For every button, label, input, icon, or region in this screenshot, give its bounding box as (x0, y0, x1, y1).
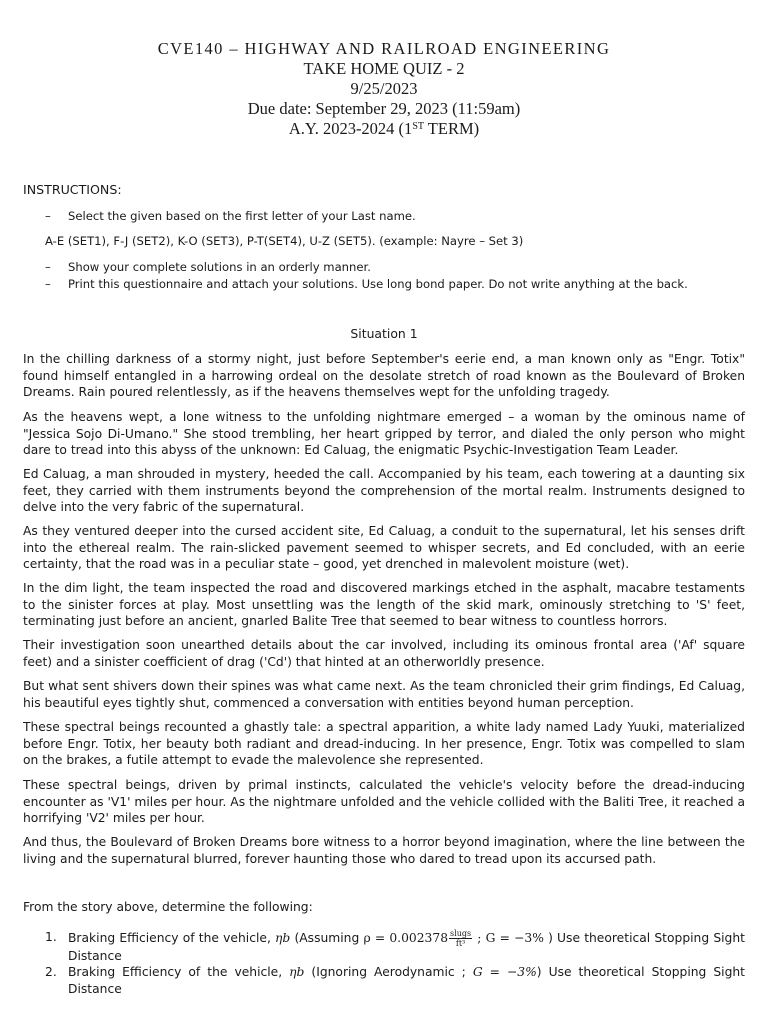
quiz-date: 9/25/2023 (350, 79, 418, 98)
instruction-text: Show your complete solutions in an orderly manner. (68, 260, 371, 274)
question-number: 2. (45, 965, 57, 979)
dash-bullet: – (45, 260, 51, 274)
dash-bullet: – (45, 209, 51, 223)
story-paragraph-1: In the chilling darkness of a stormy night, just before September's eerie end, a man known only as "Engr. Totix" found himself entangled in a harrowing ordeal on the desolate stretch of road known as the Boulevard of Broken Dreams. Rain poured relentlessly, as if the heavens themselves wept for the unfolding tragedy. (23, 352, 745, 399)
question-condition: (Assuming (290, 931, 364, 945)
ay-prefix: A.Y. 2023-2024 (1 (288, 119, 413, 138)
unit-denominator: ft³ (455, 939, 466, 948)
grade-value: G = −3% (472, 965, 537, 979)
academic-year (0, 119, 768, 139)
question-text (68, 929, 745, 965)
story-paragraph-10: And thus, the Boulevard of Broken Dreams bore witness to a horror beyond imagination, where the line between the living and the supernatural blurred, forever haunting those who dared to tread upon its accursed path. (23, 835, 745, 866)
quiz-title: TAKE HOME QUIZ - 2 (303, 59, 465, 78)
document-header (0, 39, 768, 139)
instruction-text: Print this questionnaire and attach your solutions. Use long bond paper. Do not write anything at the back. (68, 277, 688, 291)
due-date: Due date: September 29, 2023 (11:59am) (247, 99, 521, 118)
instruction-item-2 (45, 260, 371, 274)
instructions-title: INSTRUCTIONS: (23, 182, 122, 197)
air-density: ρ = 0.002378 (363, 931, 449, 945)
question-lead: Braking Efficiency of the vehicle, (68, 965, 290, 979)
dash-bullet: – (45, 277, 51, 291)
braking-efficiency-symbol: ηb (275, 931, 291, 945)
question-condition: (Ignoring Aerodynamic ; (304, 965, 473, 979)
set-assignment: A-E (SET1), F-J (SET2), K-O (SET3), P-T(SET4), U-Z (SET5). (example: Nayre – Set 3) (45, 234, 524, 248)
question-2 (45, 964, 745, 996)
instruction-item-1 (45, 209, 416, 223)
instruction-item-3 (45, 277, 688, 291)
density-unit (449, 929, 472, 948)
unit-numerator: slugs (450, 929, 472, 938)
question-tail: ) Use theoretical Stopping Sight Distance (68, 931, 745, 963)
story-paragraph-8: These spectral beings recounted a ghastly tale: a spectral apparition, a white lady named Lady Yuuki, materialized before Engr. Totix, her beauty both radiant and dread-inducing. In her presence, Engr. Totix was compelled to slam on the brakes, a futile attempt to evade the malevolence she represented. (23, 720, 745, 767)
grade-value: ; G = −3% (473, 931, 549, 945)
story-paragraph-6: Their investigation soon unearthed details about the car involved, including its ominous frontal area ('Af' square feet) and a sinister coefficient of drag ('Cd') that hinted at an otherworldly presence. (23, 638, 745, 669)
ay-suffix: TERM) (423, 119, 480, 138)
braking-efficiency-symbol: ηb (289, 965, 305, 979)
story-paragraph-2: As the heavens wept, a lone witness to the unfolding nightmare emerged – a woman by the ominous name of "Jessica Sojo Di-Umano." She stood trembling, her heart gripped by terror, and dialed the only person who might dare to tread into this abyss of the unknown: Ed Caluag, the enigmatic Psychic-Investigation Team Leader. (23, 410, 745, 457)
story-paragraph-5: In the dim light, the team inspected the road and discovered markings etched in the asphalt, macabre testaments to the sinister forces at play. Most unsettling was the length of the skid mark, ominously stretching to 'S' feet, terminating just before an ancient, gnarled Balite Tree that seemed to bear witness to countless horrors. (23, 581, 745, 628)
question-number: 1. (45, 930, 57, 944)
story-paragraph-3: Ed Caluag, a man shrouded in mystery, heeded the call. Accompanied by his team, each towering at a daunting six feet, they carried with them instruments beyond the comprehension of the mortal realm. Instruments designed to delve into the very fabric of the supernatural. (23, 467, 745, 514)
question-lead: Braking Efficiency of the vehicle, (68, 931, 276, 945)
question-text (68, 964, 745, 997)
question-1 (45, 929, 745, 963)
question-tail: ) Use theoretical Stopping Sight Distance (68, 965, 745, 996)
questions-intro: From the story above, determine the following: (23, 900, 313, 914)
story-paragraph-9: These spectral beings, driven by primal instincts, calculated the vehicle's velocity before the dread-inducing encounter as 'V1' miles per hour. As the nightmare unfolded and the vehicle collided with the Baliti Tree, it reached a horrifying 'V2' miles per hour. (23, 778, 745, 825)
story-paragraph-4: As they ventured deeper into the cursed accident site, Ed Caluag, a conduit to the supernatural, let his senses drift into the ethereal realm. The rain-slicked pavement seemed to whisper secrets, and Ed concluded, with an eerie certainty, that the road was in a peculiar state – good, yet drenched in malevolent moisture (wet). (23, 524, 745, 571)
story-paragraph-7: But what sent shivers down their spines was what came next. As the team chronicled their grim findings, Ed Caluag, his beautiful eyes tightly shut, commenced a conversation with entities beyond human perception. (23, 679, 745, 710)
instruction-text: Select the given based on the first letter of your Last name. (68, 209, 416, 223)
situation-title: Situation 1 (350, 326, 418, 341)
ay-superscript: ST (412, 121, 424, 132)
course-title: CVE140 – HIGHWAY AND RAILROAD ENGINEERING (157, 39, 611, 58)
